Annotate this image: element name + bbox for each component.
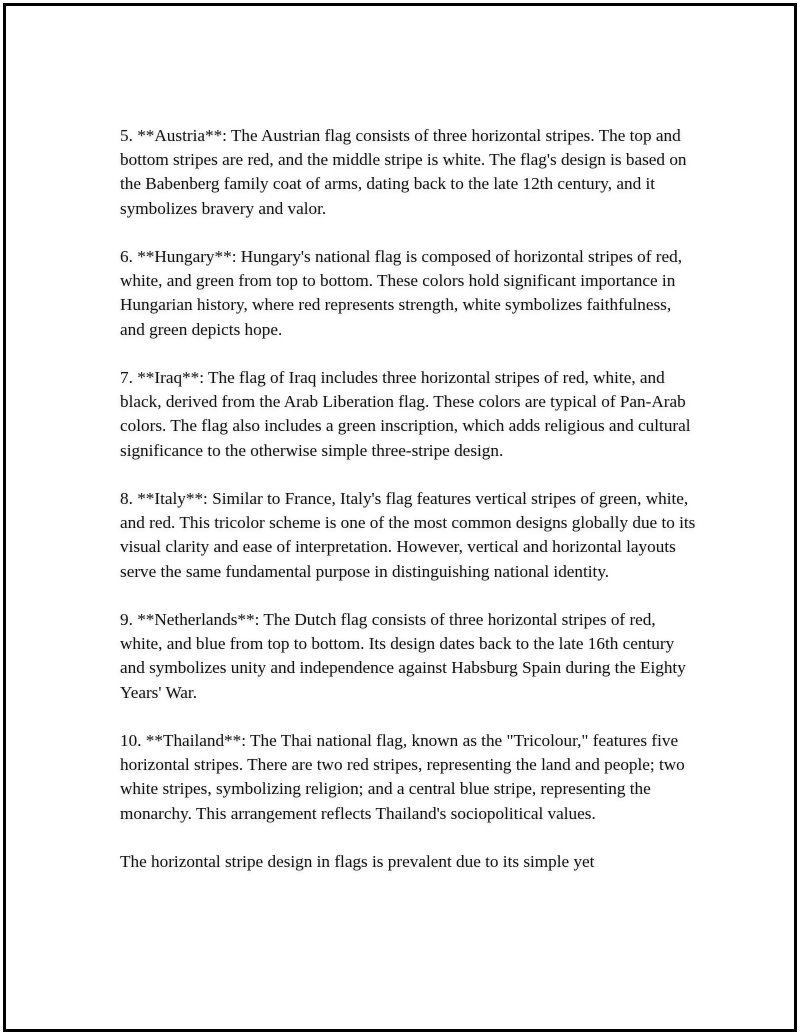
paragraph-netherlands: 9. **Netherlands**: The Dutch flag consists of three horizontal stripes of red, white, and blue from top to bottom. Its design dates back to the late 16th century and symbolizes unity and independence against Habsburg Spain during the Eighty Years' War. bbox=[120, 610, 686, 702]
paragraph-conclusion-start: The horizontal stripe design in flags is prevalent due to its simple yet bbox=[120, 852, 595, 871]
paragraph-italy: 8. **Italy**: Similar to France, Italy's flag features vertical stripes of green, white, and red. This tricolor scheme is one of the most common designs globally due to its visual clarity and ease of interpretation. However, vertical and horizontal layouts serve the same fundamental purpose in distinguishing national identity. bbox=[120, 489, 696, 581]
document-body bbox=[120, 124, 700, 874]
paragraph-iraq: 7. **Iraq**: The flag of Iraq includes three horizontal stripes of red, white, and black, derived from the Arab Liberation flag. These colors are typical of Pan-Arab colors. The flag also includes a green inscription, which adds religious and cultural significance to the otherwise simple three-stripe design. bbox=[120, 368, 691, 460]
paragraph-thailand: 10. **Thailand**: The Thai national flag, known as the "Tricolour," features five horizontal stripes. There are two red stripes, representing the land and people; two white stripes, symbolizing religion; and a central blue stripe, representing the monarchy. This arrangement reflects Thailand's sociopolitical values. bbox=[120, 731, 685, 823]
page-frame bbox=[3, 3, 797, 1032]
paragraph-hungary: 6. **Hungary**: Hungary's national flag is composed of horizontal stripes of red, white, and green from top to bottom. These colors hold significant importance in Hungarian history, where red represents strength, white symbolizes faithfulness, and green depicts hope. bbox=[120, 247, 683, 339]
paragraph-austria: 5. **Austria**: The Austrian flag consists of three horizontal stripes. The top and bottom stripes are red, and the middle stripe is white. The flag's design is based on the Babenberg family coat of arms, dating back to the late 12th century, and it symbolizes bravery and valor. bbox=[120, 126, 687, 218]
